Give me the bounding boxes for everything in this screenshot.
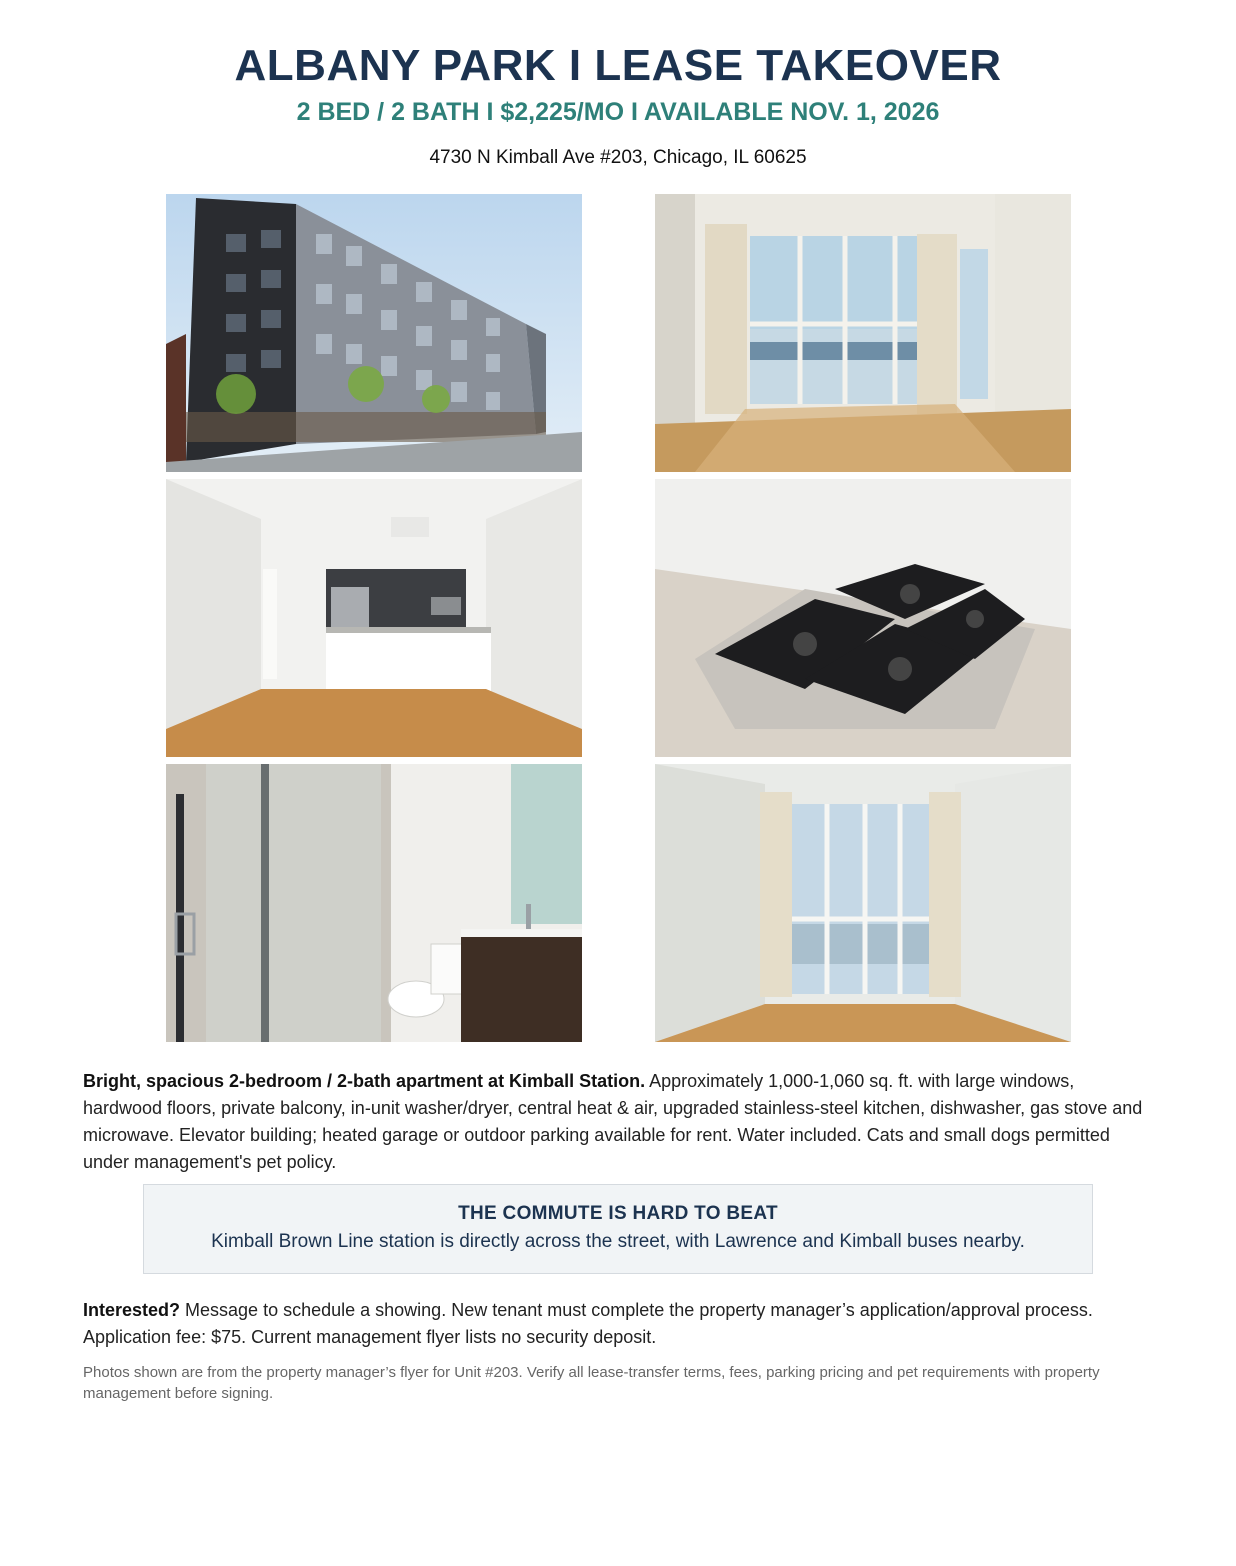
gas-stove-photo (655, 479, 1071, 757)
apartment-description (83, 1068, 1153, 1176)
disclaimer-note: Photos shown are from the property manager’s flyer for Unit #203. Verify all lease-transfer terms, fees, parking pricing and pet requirements with property management before signing. (83, 1364, 1100, 1402)
description-lead: Bright, spacious 2-bedroom / 2-bath apartment at Kimball Station. (83, 1071, 646, 1091)
contact-paragraph (83, 1297, 1153, 1351)
description-body: Approximately 1,000-1,060 sq. ft. with large windows, hardwood floors, private balcony, in-unit washer/dryer, central heat & air, upgraded stainless-steel kitchen, dishwasher, gas stove and microwave. Elevator building; heated garage or outdoor parking available for rent. Water included. Cats and small dogs permitted under management's pet policy. (83, 1071, 1143, 1172)
contact-body: Message to schedule a showing. New tenant must complete the property manager’s application/approval process. Application fee: $75. Current management flyer lists no security deposit. (83, 1300, 1093, 1347)
commute-title: THE COMMUTE IS HARD TO BEAT (458, 1203, 778, 1224)
contact-lead: Interested? (83, 1300, 181, 1320)
bedroom-photo (655, 764, 1071, 1042)
page-title: ALBANY PARK I LEASE TAKEOVER (234, 41, 1002, 90)
building-exterior-photo (166, 194, 582, 472)
kitchen-photo (166, 479, 582, 757)
living-room-windows-photo (655, 194, 1071, 472)
listing-summary: 2 BED / 2 BATH I $2,225/MO I AVAILABLE NOV. 1, 2026 (296, 98, 940, 126)
property-address: 4730 N Kimball Ave #203, Chicago, IL 60625 (429, 147, 807, 168)
commute-text: Kimball Brown Line station is directly across the street, with Lawrence and Kimball buses nearby. (211, 1231, 1025, 1252)
commute-callout (143, 1184, 1093, 1274)
bathroom-photo (166, 764, 582, 1042)
